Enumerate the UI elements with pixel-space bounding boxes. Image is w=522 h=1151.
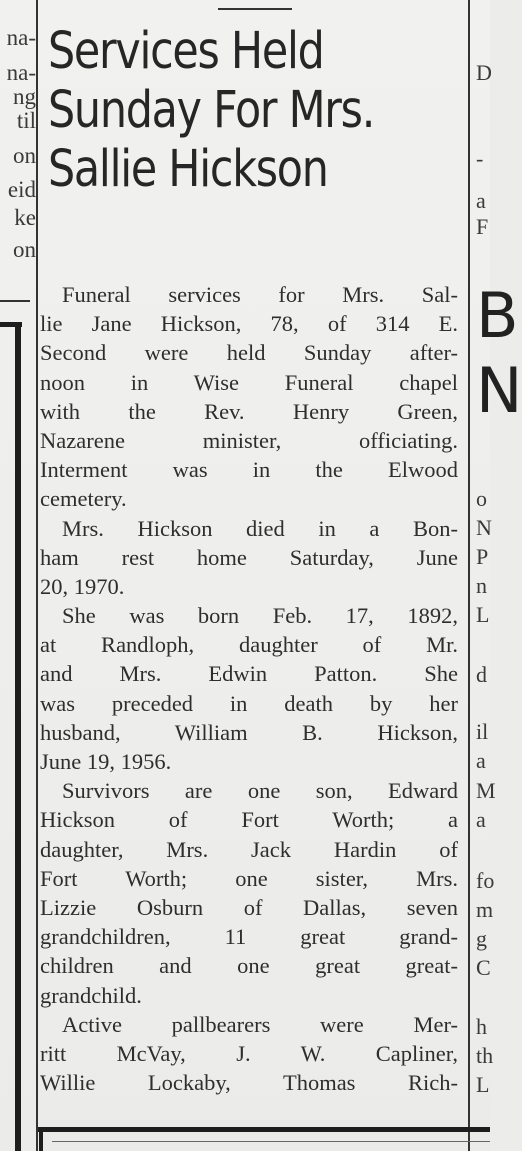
body-line: Funeral services for Mrs. Sal- — [62, 282, 458, 307]
body-line: husband, William B. Hickson, — [40, 719, 458, 745]
body-line: June 19, 1956. — [40, 749, 172, 774]
headline-line: Services Held — [48, 22, 324, 81]
left-fragment-line: on — [13, 237, 36, 262]
left-box-side-border — [15, 322, 21, 1151]
body-line: Willie Lockaby, Thomas Rich- — [40, 1070, 458, 1096]
right-fragment-line: C — [476, 955, 491, 980]
left-fragment-line: na- — [6, 60, 36, 85]
body-line: Active pallbearers were Mer- — [62, 1011, 458, 1037]
body-line: She was born Feb. 17, 1892, — [62, 603, 458, 629]
left-column-rule — [0, 300, 30, 302]
right-fragment-line: n — [476, 573, 487, 598]
right-fragment-line: P — [476, 544, 489, 569]
left-fragment-line: na- — [6, 25, 36, 50]
right-fragment-line: fo — [476, 868, 495, 893]
right-fragment-line: h — [476, 1014, 487, 1039]
right-fragment-line: o — [476, 486, 487, 511]
left-fragment-line: ke — [14, 205, 36, 230]
right-fragment-line: a — [476, 807, 486, 832]
body-line: ritt McVay, J. W. Capliner, — [40, 1040, 458, 1066]
bottom-box-inner-rule — [52, 1141, 490, 1142]
right-fragment-line: m — [476, 897, 494, 922]
body-line: Mrs. Hickson died in a Bon- — [62, 515, 458, 541]
left-column-fragment — [0, 0, 36, 300]
bottom-box-top-border — [38, 1127, 490, 1132]
body-line: 20, 1970. — [40, 573, 125, 599]
body-line: Survivors are one son, Edward — [62, 778, 458, 804]
body-line: children and one great great- — [40, 953, 458, 979]
right-fragment-line: th — [476, 1043, 494, 1068]
headline-top-rule — [218, 8, 292, 10]
body-line: was preceded in death by her — [40, 690, 458, 716]
right-fragment-line: d — [476, 662, 487, 687]
body-line: Nazarene minister, officiating. — [40, 427, 458, 453]
right-fragment-line: N — [476, 354, 522, 427]
right-fragment-line: D — [476, 60, 492, 85]
column-rule-right — [468, 0, 470, 1151]
headline-line: Sunday For Mrs. — [48, 81, 375, 140]
article-body — [40, 280, 458, 1097]
body-line: grandchild. — [40, 982, 142, 1008]
right-fragment-line: B — [476, 279, 519, 352]
right-column-fragment — [476, 0, 522, 1151]
body-line: ham rest home Saturday, June — [40, 544, 458, 570]
headline-line: Sallie Hickson — [48, 140, 328, 199]
left-fragment-line: on — [13, 143, 36, 168]
right-fragment-line: F — [476, 214, 489, 239]
right-fragment-line: a — [476, 188, 486, 213]
body-line: grandchildren, 11 great grand- — [40, 924, 458, 950]
left-fragment-line: til — [16, 108, 36, 133]
left-fragment-line: eid — [7, 177, 36, 202]
right-fragment-line: g — [476, 926, 487, 951]
body-line: Interment was in the Elwood — [40, 457, 458, 483]
right-fragment-line: a — [476, 748, 486, 773]
body-line: Fort Worth; one sister, Mrs. — [40, 865, 458, 891]
body-line: daughter, Mrs. Jack Hardin of — [40, 836, 458, 862]
body-line: with the Rev. Henry Green, — [40, 398, 458, 424]
body-line: noon in Wise Funeral chapel — [40, 369, 458, 395]
body-line: at Randloph, daughter of Mr. — [40, 632, 458, 658]
body-line: Hickson of Fort Worth; a — [40, 807, 458, 833]
right-fragment-line: N — [476, 515, 492, 540]
body-line: Lizzie Osburn of Dallas, seven — [40, 894, 458, 920]
article-headline — [48, 22, 401, 199]
left-fragment-line: ng — [13, 84, 36, 109]
body-line: Second were held Sunday after- — [40, 340, 458, 366]
body-line: and Mrs. Edwin Patton. She — [40, 661, 458, 687]
bottom-box-side-border — [39, 1127, 43, 1151]
body-line: lie Jane Hickson, 78, of 314 E. — [40, 311, 458, 337]
right-fragment-line: - — [476, 146, 484, 171]
right-fragment-line: L — [476, 1072, 490, 1097]
right-fragment-line: il — [476, 719, 489, 744]
body-line: cemetery. — [40, 486, 127, 512]
column-rule-left — [36, 0, 38, 1151]
right-fragment-line: L — [476, 602, 490, 627]
right-fragment-line: M — [476, 778, 496, 803]
